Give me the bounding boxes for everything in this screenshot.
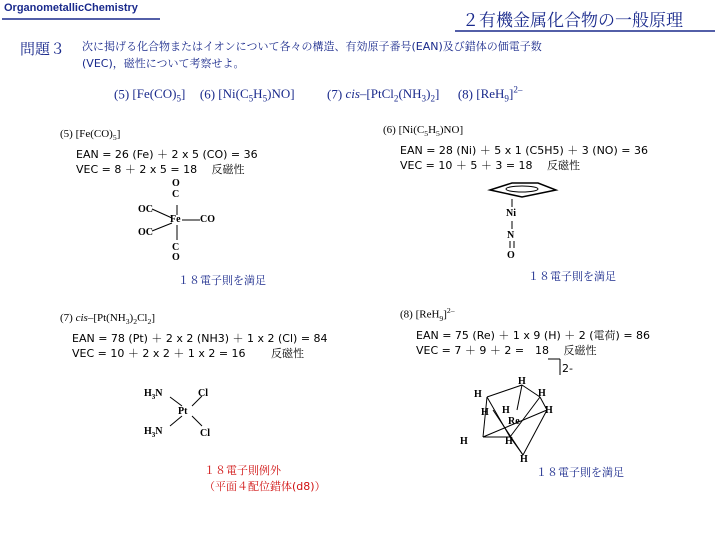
sec6-rule: １８電子則を満足 <box>528 270 616 283</box>
compound-8-num: (8) <box>457 86 473 102</box>
ni-n: N <box>507 230 515 241</box>
sec8-title: (8) $[ReH_9]^{2-}$ <box>400 306 455 323</box>
sec6-ean: EAN = 28 (Ni) ＋ 5 x 1 (C5H5) ＋ 3 (NO) = 36 <box>400 144 648 157</box>
re-center: Re <box>508 416 520 427</box>
re-h-upper-right: H <box>538 388 546 399</box>
pt-cl-top: Cl <box>198 388 208 399</box>
compound-list <box>114 85 522 104</box>
fe-c-top: C <box>172 189 180 200</box>
sec7-vec: VEC = 10 ＋ 2 x 2 ＋ 1 x 2 = 16 反磁性 <box>72 347 305 360</box>
sec5-title: (5) $[Fe(CO)_5]$ <box>60 128 121 143</box>
re-h-top: H <box>518 376 526 387</box>
compound-7-formula: cis–$[PtCl_2(NH_3)_2]$ <box>345 86 440 104</box>
fe-center: Fe <box>170 214 181 225</box>
sec8-rule: １８電子則を満足 <box>536 466 624 479</box>
sec5-ean: EAN = 26 (Fe) ＋ 2 x 5 (CO) = 36 <box>76 148 258 161</box>
title-underline <box>0 0 719 40</box>
fe-o-bottom: O <box>172 252 180 263</box>
compound-6-num: (6) <box>199 86 216 102</box>
sec7-rule-line1: １８電子則例外 <box>204 464 281 477</box>
compound-7-num: (7) <box>327 86 343 102</box>
re-h-mid-right: H <box>545 405 553 416</box>
sec6-vec: VEC = 10 ＋ 5 ＋ 3 = 18 反磁性 <box>400 159 581 172</box>
ni-center: Ni <box>506 208 516 219</box>
fe-oc-lower-left: OC <box>138 227 153 238</box>
sec8-ean: EAN = 75 (Re) ＋ 1 x 9 (H) ＋ 2 (電荷) = 86 <box>416 329 651 342</box>
sec7-rule-line2: （平面４配位錯体(d8)） <box>204 480 326 493</box>
page-title: ２有機金属化合物の一般原理 <box>462 11 683 31</box>
sec7-title: (7) cis–$[Pt(NH_3)_2Cl_2]$ <box>60 312 155 327</box>
pt-center: Pt <box>178 406 188 417</box>
problem-text-line2: (VEC)，磁性について考察せよ。 <box>82 57 245 70</box>
fe-oc-upper-left: OC <box>138 204 153 215</box>
re-h-mid-center: H <box>502 405 510 416</box>
ni-cp-structure <box>480 175 600 265</box>
re-h-lower-left: H <box>460 436 468 447</box>
fe-co-right: CO <box>200 214 215 225</box>
re-h-mid-left: H <box>481 407 489 418</box>
fe-o-top: O <box>172 178 180 189</box>
pt-h3n-bottom: $H_3N$ <box>144 426 163 439</box>
sec8-charge: 2- <box>562 362 573 375</box>
problem-label: 問題３ <box>20 40 66 58</box>
re-h-bottom: H <box>520 454 528 465</box>
pt-cl-bottom: Cl <box>200 428 210 439</box>
sec8-vec: VEC = 7 ＋ 9 ＋ 2 = 18 反磁性 <box>416 344 597 357</box>
compound-5-num: (5) <box>114 86 130 102</box>
compound-5-formula: $[Fe(CO)_5]$ <box>132 86 186 104</box>
fe-c-bottom: C <box>172 242 180 253</box>
compound-8-formula: $[ReH_9]^{2-}$ <box>476 85 523 104</box>
problem-text-line1: 次に掲げる化合物またはイオンについて各々の構造、有効原子番号(EAN)及び錯体の価電子数 <box>82 40 542 53</box>
fe-co5-structure <box>120 175 320 275</box>
re-h-lower-center: H <box>505 436 513 447</box>
sec5-rule: １８電子則を満足 <box>178 274 266 287</box>
ni-o: O <box>507 250 515 261</box>
sec7-ean: EAN = 78 (Pt) ＋ 2 x 2 (NH3) ＋ 1 x 2 (Cl) = 84 <box>72 332 328 345</box>
compound-6-formula: $[Ni(C_5H_5)NO]$ <box>218 86 295 104</box>
sec6-title: (6) $[Ni(C_5H_5)NO]$ <box>383 124 464 139</box>
re-h-upper-left: H <box>474 389 482 400</box>
brand-label: OrganometallicChemistry <box>4 2 138 14</box>
sec5-vec: VEC = 8 ＋ 2 x 5 = 18 反磁性 <box>76 163 245 176</box>
pt-h3n-top: $H_3N$ <box>144 388 163 401</box>
